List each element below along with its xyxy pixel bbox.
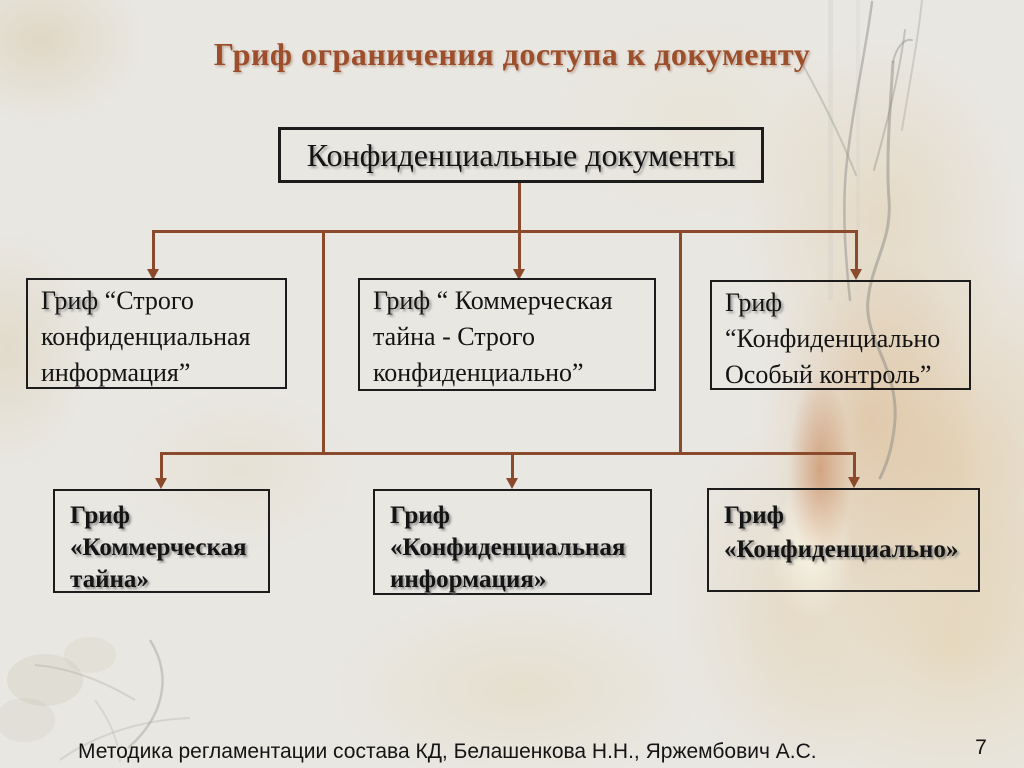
connector-drop-right-2	[853, 452, 856, 478]
connector-pass-right	[679, 230, 682, 452]
box-text-line: Гриф	[390, 502, 450, 529]
connector-rail-2	[160, 452, 856, 455]
box-text: “Строго	[98, 286, 194, 315]
box-text-line: тайна - Строго	[373, 322, 535, 351]
footer-credit: Методика регламентации состава КД, Белашенкова Н.Н., Яржембович А.С.	[78, 740, 817, 763]
box-commercial-secret	[53, 489, 270, 593]
root-box-confidential-documents	[278, 127, 764, 183]
box-strictly-confidential-information	[26, 278, 287, 389]
connector-rail-1	[152, 230, 858, 233]
box-text-line: «Конфиденциально»	[724, 536, 959, 563]
root-box-label: Конфиденциальные документы	[306, 136, 736, 173]
box-text-line	[41, 283, 277, 319]
page-number: 7	[975, 736, 987, 759]
arrowhead-down-icon	[506, 478, 518, 489]
box-text-line: Особый контроль”	[725, 360, 932, 389]
box-text-line: Гриф	[724, 502, 784, 529]
box-confidential	[707, 488, 980, 592]
arrowhead-down-icon	[848, 477, 860, 488]
slide-title: Гриф ограничения доступа к документу	[213, 36, 811, 72]
box-confidential-information	[373, 489, 652, 595]
box-text-line: тайна»	[70, 566, 149, 593]
box-confidential-special-control	[710, 280, 971, 390]
arrowhead-down-icon	[155, 478, 167, 489]
box-text-line: “Конфиденциально	[725, 324, 941, 353]
connector-drop-left-2	[160, 452, 163, 479]
grif-keyword: Гриф	[41, 286, 99, 315]
connector-pass-left	[322, 230, 325, 452]
arrowhead-down-icon	[850, 269, 862, 280]
box-text-line: «Коммерческая	[70, 534, 247, 561]
box-text: “ Коммерческая	[430, 286, 613, 315]
connector-drop-mid-2	[511, 452, 514, 479]
box-text-line	[373, 283, 646, 319]
connector-drop-right-1	[855, 230, 858, 270]
box-text-line	[725, 285, 961, 321]
grif-keyword: Гриф	[373, 286, 431, 315]
box-text-line: конфиденциальная	[41, 322, 251, 351]
connector-drop-mid-1	[518, 230, 521, 270]
box-commercial-secret-strictly-confidential	[358, 278, 656, 391]
box-text-line: «Конфиденциальная	[390, 534, 626, 561]
box-text-line: информация”	[41, 358, 191, 387]
box-text-line: информация»	[390, 566, 547, 593]
connector-root-stem	[518, 183, 521, 230]
connector-drop-left-1	[152, 230, 155, 270]
grif-keyword: Гриф	[725, 288, 783, 317]
box-text-line: конфиденциально”	[373, 358, 584, 387]
box-text-line: Гриф	[70, 502, 130, 529]
